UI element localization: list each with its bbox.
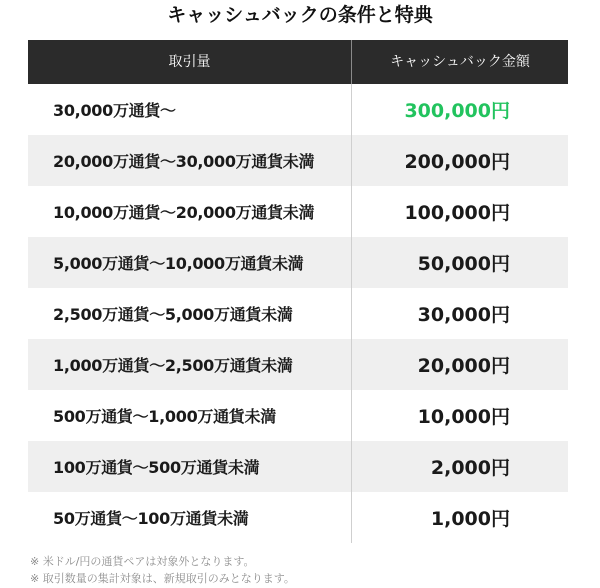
volume-cell: 1,000万通貨〜2,500万通貨未満 (53, 356, 293, 375)
amount-cell: 2,000円 (351, 441, 568, 492)
footnote-excluded-pair: ※ 米ドル/円の通貨ペアは対象外となります。 (30, 555, 255, 568)
table-row (28, 186, 568, 237)
footnotes (30, 553, 295, 587)
volume-cell: 10,000万通貨〜20,000万通貨未満 (53, 203, 315, 222)
volume-cell: 2,500万通貨〜5,000万通貨未満 (53, 305, 293, 324)
amount-cell: 300,000円 (351, 84, 568, 135)
amount-cell: 1,000円 (351, 492, 568, 543)
table-row (28, 441, 568, 492)
table-header (28, 40, 568, 84)
header-cashback-amount: キャッシュバック金額 (351, 40, 568, 84)
volume-cell: 500万通貨〜1,000万通貨未満 (53, 407, 276, 426)
volume-cell: 50万通貨〜100万通貨未満 (53, 509, 249, 528)
header-volume: 取引量 (168, 54, 211, 70)
table-row (28, 135, 568, 186)
cashback-table (28, 40, 568, 543)
volume-cell: 5,000万通貨〜10,000万通貨未満 (53, 254, 304, 273)
amount-cell: 10,000円 (351, 390, 568, 441)
amount-cell: 50,000円 (351, 237, 568, 288)
table-row (28, 288, 568, 339)
volume-cell: 30,000万通貨〜 (53, 101, 176, 120)
amount-cell: 30,000円 (351, 288, 568, 339)
amount-cell: 200,000円 (351, 135, 568, 186)
footnote-counting-scope: ※ 取引数量の集計対象は、新規取引のみとなります。 (30, 572, 295, 585)
amount-cell: 20,000円 (351, 339, 568, 390)
table-row (28, 390, 568, 441)
table-row (28, 339, 568, 390)
table-row (28, 492, 568, 543)
volume-cell: 20,000万通貨〜30,000万通貨未満 (53, 152, 315, 171)
amount-cell: 100,000円 (351, 186, 568, 237)
table-row (28, 237, 568, 288)
table-row (28, 84, 568, 135)
page-title: キャッシュバックの条件と特典 (167, 4, 433, 26)
volume-cell: 100万通貨〜500万通貨未満 (53, 458, 260, 477)
